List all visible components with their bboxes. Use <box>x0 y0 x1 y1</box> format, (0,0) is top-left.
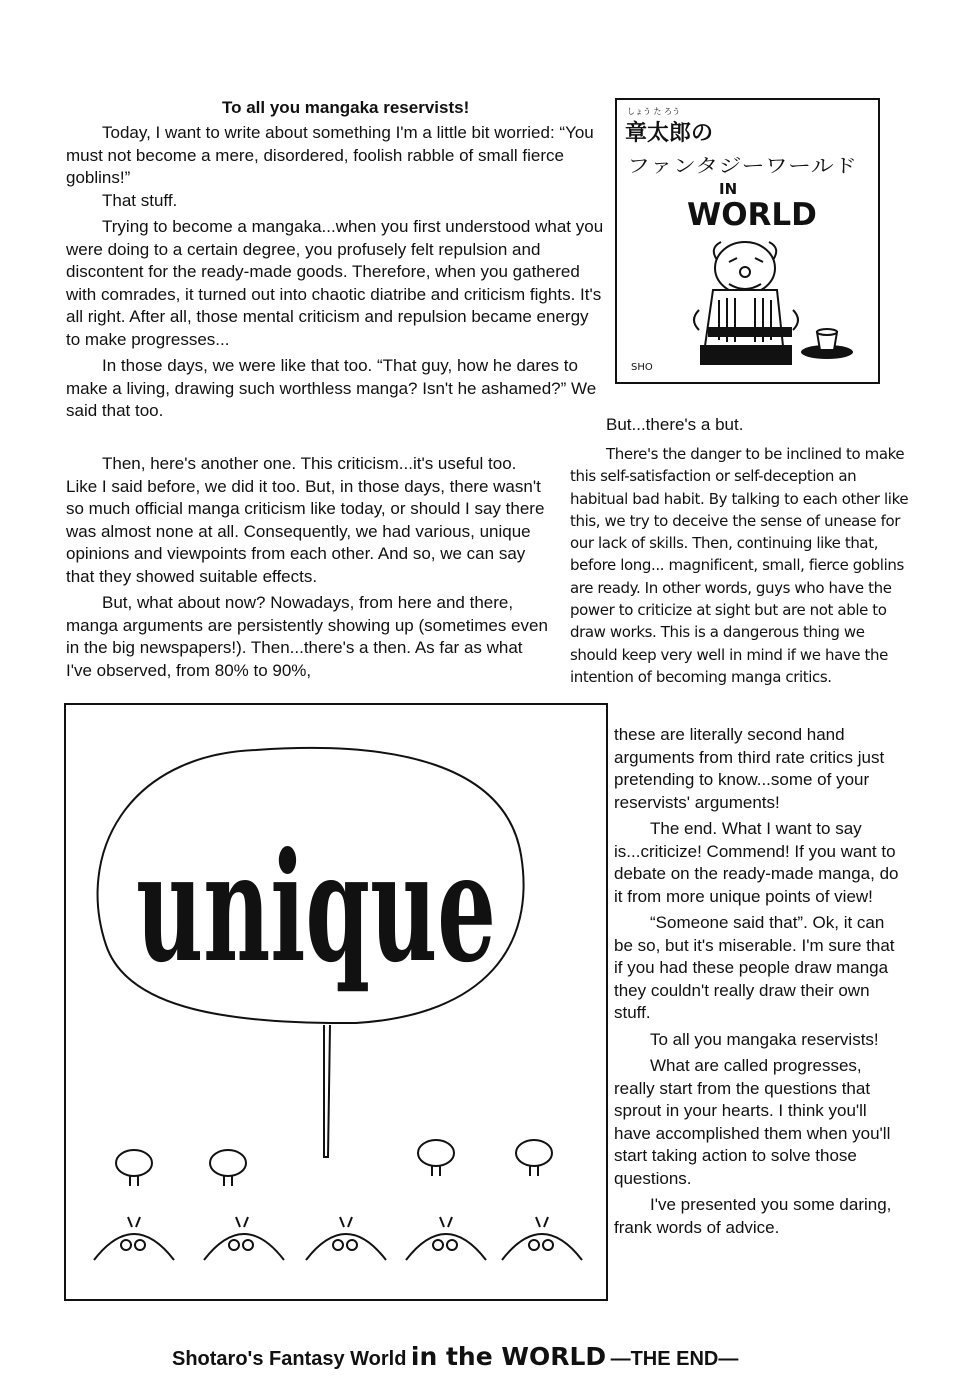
title-world: WORLD <box>687 197 817 233</box>
column-heading: To all you mangaka reservists! <box>222 98 470 117</box>
paragraph: “Someone said that”. Ok, it can be so, but it's miserable. I'm sure that if you had these people draw manga they couldn't really draw their own stuff. <box>614 913 895 1022</box>
title-subtitle: ファンタジーワールド <box>627 155 857 177</box>
footer-part1: Shotaro's Fantasy World <box>172 1348 407 1370</box>
footer-title <box>172 1342 738 1371</box>
goblin-row <box>94 1217 582 1260</box>
paragraph: What are called progresses, really start from the questions that sprout in your hearts. I think you'll have accomplished them when you'll start taking action to solve those questions. <box>614 1056 891 1188</box>
paragraph: In those days, we were like that too. “That guy, how he dares to make a living, drawing such worthless manga? Isn't he ashamed?” We said that too. <box>66 356 597 420</box>
caricature-figure <box>694 242 798 364</box>
teacup-icon <box>801 329 853 359</box>
column-left-text-2 <box>66 453 548 682</box>
paragraph: But, what about now? Nowadays, from here and there, manga arguments are persistently showing up (sometimes even in the big newspapers!). Then...there's a then. As far as what I've observed, from 80% to 90%, <box>66 593 548 680</box>
paragraph: Then, here's another one. This criticism...it's useful too. Like I said before, we did it too. But, in those days, there wasn't so much official manga criticism like today, or should I say there was almost none at all. Consequently, we had various, unique opinions and viewpoints from each other. And so, we can say that they showed suitable effects. <box>66 454 545 586</box>
signature: SHO <box>631 362 653 373</box>
paragraph: Trying to become a mangaka...when you first understood what you were doing to a certain degree, you profusely felt repulsion and discontent for the ready-made goods. Therefore, when you gathered with comrades, it turned out into chaotic diatribe and criticism fights. It's all right. After all, those mental criticism and repulsion became energy to make progresses... <box>66 217 604 349</box>
paragraph: That stuff. <box>102 190 178 210</box>
title-box-art <box>617 100 878 382</box>
right-top-paragraph: There's the danger to be inclined to make this self-satisfaction or self-deception an habitual bad habit. By talking to each other like this, we try to deceive the sense of unease for our lack of skills. Then, continuing like that, before long... magnificent, small, fierce goblins are ready. In other words, guys who have the power to criticize at sight but are not able to draw works. This is a dangerous thing we should keep very well in mind if we have the intention of becoming manga critics. <box>570 445 909 686</box>
right-lead: But...there's a but. <box>606 415 744 434</box>
small-balloons <box>116 1140 552 1186</box>
footer-part3: —THE END— <box>610 1348 739 1370</box>
illustration-art <box>66 705 606 1299</box>
paragraph: these are literally second hand arguments from third rate critics just pretending to know...some of your reservists' arguments! <box>614 725 885 812</box>
title-in: IN <box>719 180 738 198</box>
right-bottom-text <box>614 724 906 1239</box>
title-box <box>615 98 880 384</box>
paragraph: I've presented you some daring, frank words of advice. <box>614 1195 892 1237</box>
paragraph: Today, I want to write about something I'm a little bit worried: “You must not become a mere, disordered, foolish rabble of small fierce goblins!” <box>66 123 594 187</box>
paragraph: To all you mangaka reservists! <box>650 1029 879 1049</box>
balloon-word: unique <box>136 820 496 996</box>
title-name: 章太郎の <box>625 121 714 146</box>
furigana: しょう た ろう <box>627 107 681 116</box>
illustration-box <box>64 703 608 1301</box>
column-left-text <box>66 122 606 423</box>
footer-part2: in the WORLD <box>410 1342 607 1371</box>
paragraph: The end. What I want to say is...criticize! Commend! If you want to debate on the ready-made manga, do it from more unique points of view! <box>614 819 899 906</box>
speech-balloon <box>98 748 524 1157</box>
